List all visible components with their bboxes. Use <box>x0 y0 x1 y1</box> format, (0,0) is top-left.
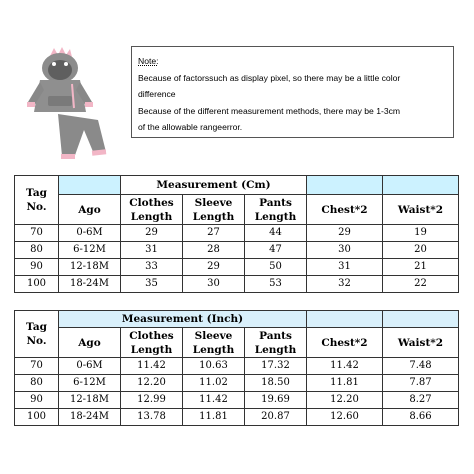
table-row <box>15 225 459 242</box>
table-cell: 31 <box>307 259 383 276</box>
table-cell: 11.42 <box>307 358 383 375</box>
table-row <box>15 358 459 375</box>
table-cell: 8.27 <box>383 392 459 409</box>
table-cell: 19.69 <box>245 392 307 409</box>
table-cell: 30 <box>183 276 245 293</box>
note-line: difference <box>138 89 176 99</box>
table-cell: 29 <box>183 259 245 276</box>
table-cell: 7.48 <box>383 358 459 375</box>
table-cell: 29 <box>121 225 183 242</box>
table-cell: 12-18M <box>59 392 121 409</box>
table-cell: 80 <box>15 375 59 392</box>
note-title: Note: <box>138 56 159 66</box>
table-cell: 6-12M <box>59 375 121 392</box>
table-cell: 27 <box>183 225 245 242</box>
table-cell: 18-24M <box>59 409 121 426</box>
table-cell: 18-24M <box>59 276 121 293</box>
table-cell: 100 <box>15 276 59 293</box>
tag-header: Tag No. <box>15 311 59 358</box>
table-cell: 11.81 <box>183 409 245 426</box>
note-line: Because of factorssuch as display pixel, so there may be a little color <box>138 72 401 83</box>
table-cell: 11.42 <box>121 358 183 375</box>
table-cell: 11.02 <box>183 375 245 392</box>
table-cell: 29 <box>307 225 383 242</box>
table-cell: 12.99 <box>121 392 183 409</box>
measurement-header: Measurement (Inch) <box>59 311 307 328</box>
column-header: Sleeve Length <box>183 195 245 225</box>
table-cell: 20 <box>383 242 459 259</box>
table-cell: 44 <box>245 225 307 242</box>
note-line: of the allowable rangeerror. <box>138 122 243 132</box>
table-cell: 18.50 <box>245 375 307 392</box>
column-header: Chest*2 <box>307 195 383 225</box>
note-box <box>131 46 454 138</box>
table-cell: 32 <box>307 276 383 293</box>
table-row <box>15 242 459 259</box>
table-row <box>15 392 459 409</box>
table-cell: 19 <box>383 225 459 242</box>
table-cell: 13.78 <box>121 409 183 426</box>
size-table-cm <box>14 175 459 293</box>
column-header: Clothes Length <box>121 195 183 225</box>
column-header: Waist*2 <box>383 328 459 358</box>
column-header: Waist*2 <box>383 195 459 225</box>
column-header: Ago <box>59 195 121 225</box>
table-cell: 17.32 <box>245 358 307 375</box>
column-header: Ago <box>59 328 121 358</box>
column-header: Pants Length <box>245 195 307 225</box>
product-photo <box>14 42 114 164</box>
table-cell: 28 <box>183 242 245 259</box>
table-cell: 30 <box>307 242 383 259</box>
table-cell: 6-12M <box>59 242 121 259</box>
table-row <box>15 259 459 276</box>
table-cell: 31 <box>121 242 183 259</box>
table-cell: 70 <box>15 225 59 242</box>
table-cell: 35 <box>121 276 183 293</box>
table-cell: 12.20 <box>307 392 383 409</box>
note-line: Because of the different measurement methods, there may be 1-3cm <box>138 105 401 116</box>
column-header: Clothes Length <box>121 328 183 358</box>
table-cell: 90 <box>15 259 59 276</box>
table-cell: 12-18M <box>59 259 121 276</box>
table-cell: 47 <box>245 242 307 259</box>
table-row <box>15 276 459 293</box>
table-cell: 22 <box>383 276 459 293</box>
table-row <box>15 375 459 392</box>
table-cell: 50 <box>245 259 307 276</box>
table-cell: 12.60 <box>307 409 383 426</box>
table-cell: 10.63 <box>183 358 245 375</box>
column-header: Chest*2 <box>307 328 383 358</box>
table-cell: 12.20 <box>121 375 183 392</box>
table-cell: 7.87 <box>383 375 459 392</box>
column-header: Sleeve Length <box>183 328 245 358</box>
table-cell: 70 <box>15 358 59 375</box>
table-cell: 90 <box>15 392 59 409</box>
table-cell: 80 <box>15 242 59 259</box>
table-cell: 21 <box>383 259 459 276</box>
tag-header: Tag No. <box>15 176 59 225</box>
table-cell: 8.66 <box>383 409 459 426</box>
column-header: Pants Length <box>245 328 307 358</box>
table-cell: 0-6M <box>59 358 121 375</box>
table-cell: 100 <box>15 409 59 426</box>
table-cell: 20.87 <box>245 409 307 426</box>
table-cell: 11.81 <box>307 375 383 392</box>
measurement-header: Measurement (Cm) <box>121 176 307 195</box>
table-cell: 0-6M <box>59 225 121 242</box>
table-cell: 53 <box>245 276 307 293</box>
table-cell: 11.42 <box>183 392 245 409</box>
table-row <box>15 409 459 426</box>
hoodie-outfit-image <box>14 42 114 164</box>
size-table-inch <box>14 310 459 426</box>
table-cell: 33 <box>121 259 183 276</box>
